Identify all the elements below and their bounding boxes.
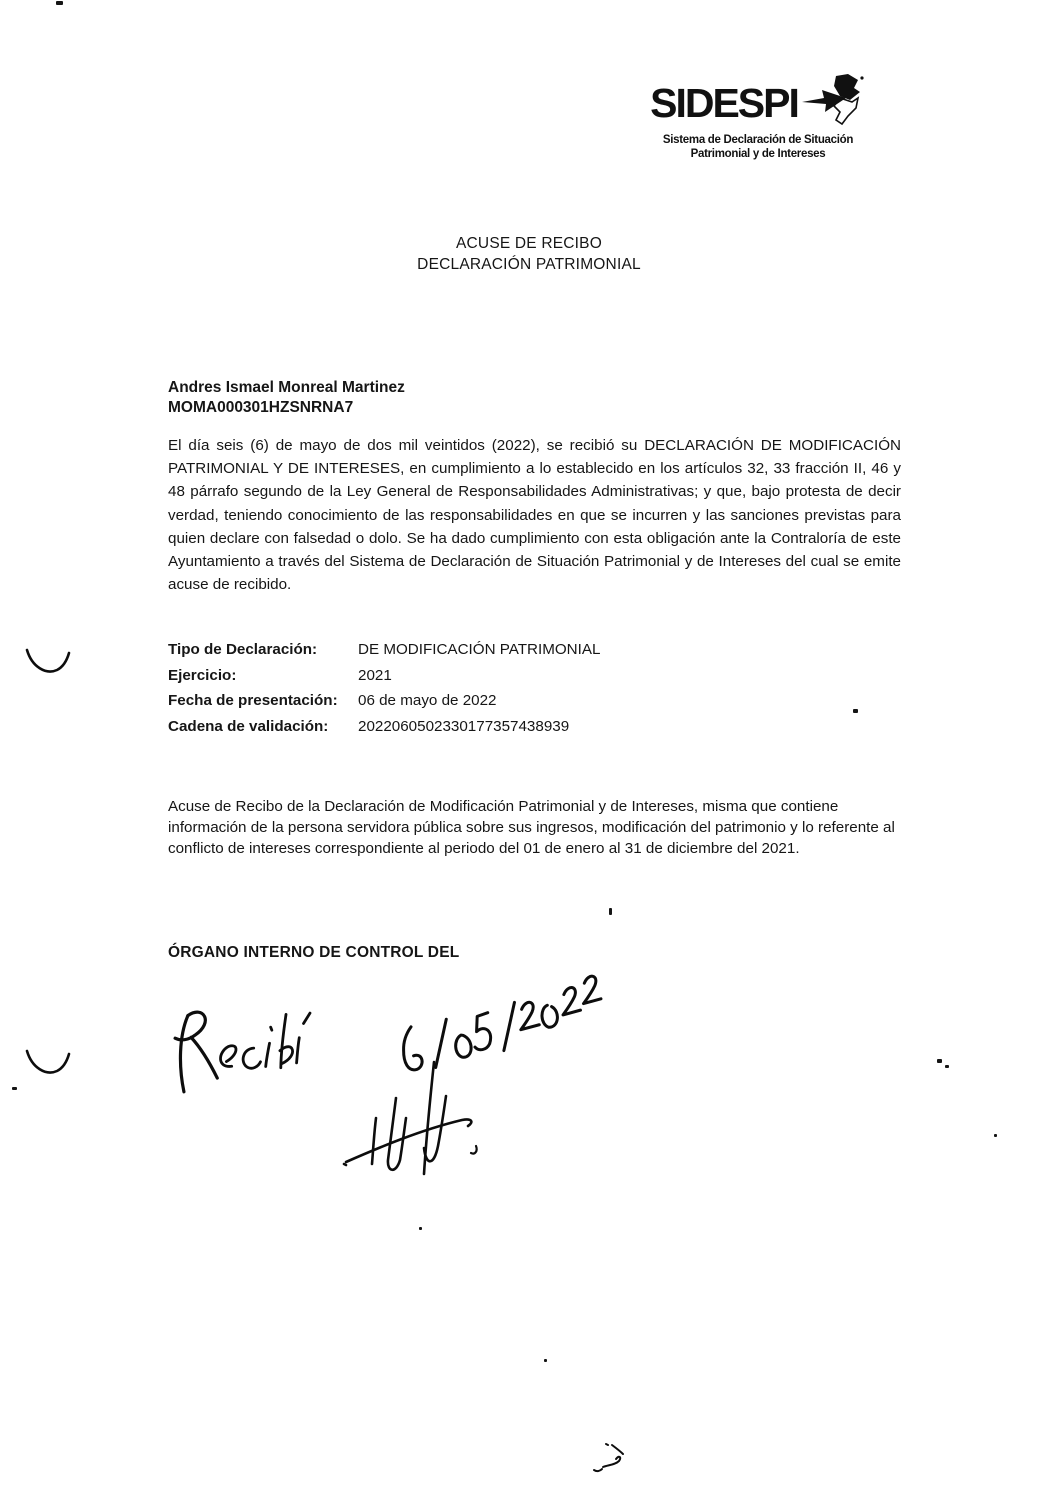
declarant-curp: MOMA000301HZSNRNA7 <box>168 398 354 416</box>
scan-speck <box>609 908 612 915</box>
detail-value: 2021 <box>358 666 392 684</box>
declaration-details <box>168 641 788 743</box>
detail-row-cadena <box>168 718 788 744</box>
scan-speck <box>12 1087 17 1090</box>
title-line2: DECLARACIÓN PATRIMONIAL <box>417 256 641 273</box>
logo-subtitle-line2: Patrimonial y de Intereses <box>690 147 826 160</box>
detail-row-ejercicio <box>168 667 788 693</box>
margin-pen-curve <box>24 1046 72 1082</box>
margin-pen-curve <box>24 645 72 681</box>
sidespi-logo <box>638 72 878 161</box>
detail-label: Tipo de Declaración: <box>168 641 318 658</box>
title-line1: ACUSE DE RECIBO <box>456 235 602 252</box>
body-paragraph-1: El día seis (6) de mayo de dos mil veintidos (2022), se recibió su DECLARACIÓN DE MODIFICACIÓN PATRIMONIAL Y DE INTERESES, en cumplimiento a lo establecido en los artículos 32, 33 fracción II, 46 y 48 párrafo segundo de la Ley General de Responsabilidades Administrativas; y que, bajo protesta de decir verdad, teniendo conocimiento de las responsabilidades en que se incurren y las sanciones previstas para quien declare con falsedad o dolo. Se ha dado cumplimiento con esta obligación ante la Contraloría de este Ayuntamiento a través del Sistema de Declaración de Situación Patrimonial y de Intereses del cual se emite acuse de recibido. <box>168 437 901 594</box>
declarant-name: Andres Ismael Monreal Martinez <box>168 379 405 396</box>
body-paragraph-2: Acuse de Recibo de la Declaración de Modificación Patrimonial y de Intereses, misma que contiene información de la persona servidora pública sobre sus ingresos, modificación del patrimonio y lo referente al conflicto de intereses correspondiente al periodo del 01 de enero al 31 de diciembre del 2021. <box>168 798 895 857</box>
scan-speck <box>945 1065 949 1068</box>
scan-speck <box>56 1 63 5</box>
detail-value: 06 de mayo de 2022 <box>358 692 497 709</box>
sidespi-wordmark: SIDESPI <box>650 80 798 126</box>
organo-interno-line: ÓRGANO INTERNO DE CONTROL DEL <box>168 944 460 961</box>
detail-label: Ejercicio: <box>168 666 237 684</box>
scan-speck <box>419 1227 422 1230</box>
detail-value: 2022060502330177357438939 <box>358 717 570 735</box>
detail-label: Cadena de validación: <box>168 717 329 735</box>
detail-value: DE MODIFICACIÓN PATRIMONIAL <box>358 641 601 658</box>
document-title <box>0 233 1058 275</box>
scan-speck <box>994 1134 997 1137</box>
logo-subtitle-line1: Sistema de Declaración de Situación <box>662 134 854 146</box>
bottom-pen-squiggle <box>588 1440 632 1482</box>
arrow-map-icon <box>800 72 866 134</box>
detail-row-tipo <box>168 641 788 667</box>
scan-speck <box>853 709 858 713</box>
signature <box>338 1060 488 1180</box>
detail-label: Fecha de presentación: <box>168 692 338 709</box>
scan-speck <box>544 1359 547 1362</box>
declarant-block <box>168 378 405 417</box>
detail-row-fecha <box>168 692 788 718</box>
scan-speck <box>937 1059 942 1063</box>
